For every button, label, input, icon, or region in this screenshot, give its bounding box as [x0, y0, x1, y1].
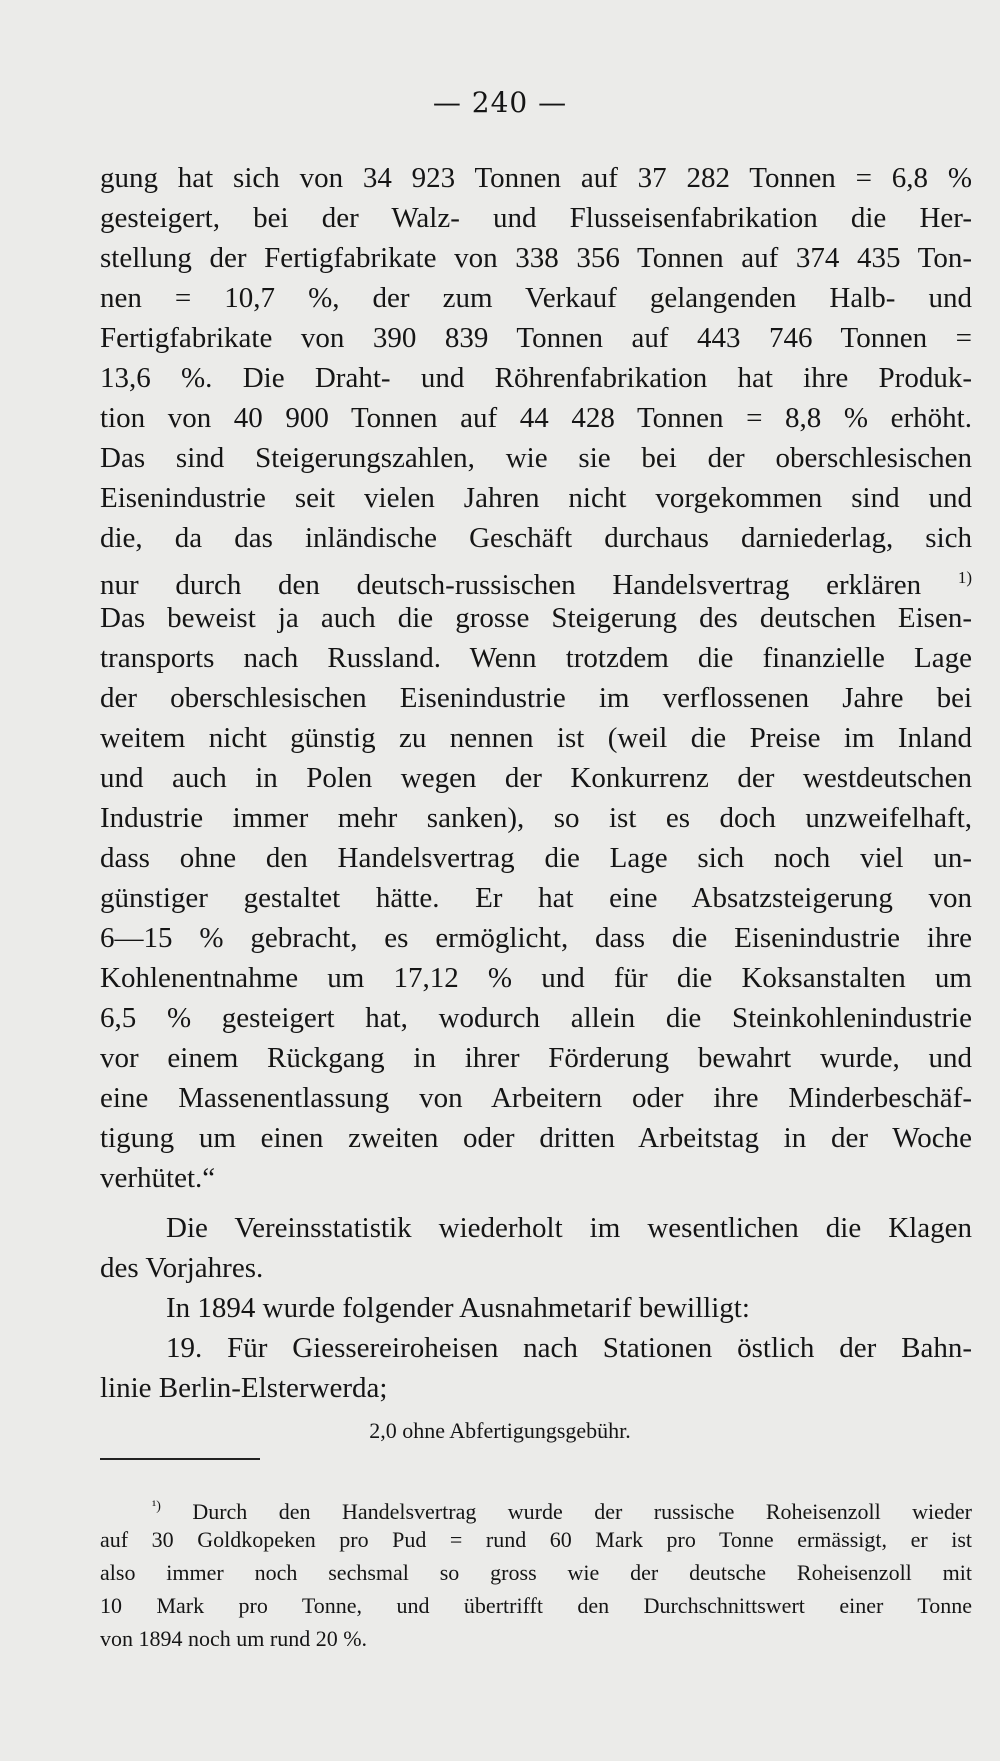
footnote-label: ¹)	[152, 1499, 161, 1514]
text-line: und auch in Polen wegen der Konkurrenz der westdeutschen	[100, 762, 972, 794]
text-line: Das beweist ja auch die grosse Steigerung des deutschen Eisen-	[100, 602, 972, 634]
text-line: 13,6 %. Die Draht- und Röhrenfabrikation hat ihre Produk-	[100, 362, 972, 394]
text-line: gung hat sich von 34 923 Tonnen auf 37 282 Tonnen = 6,8 %	[100, 162, 972, 194]
page-number: — 240 —	[432, 86, 568, 119]
text-line: Fertigfabrikate von 390 839 Tonnen auf 443 746 Tonnen =	[100, 322, 972, 354]
text-line: Das sind Steigerungszahlen, wie sie bei der oberschlesischen	[100, 442, 972, 474]
footnote-text: Durch den Handelsvertrag wurde der russische Roheisenzoll wieder	[192, 1499, 973, 1524]
text-line: gesteigert, bei der Walz- und Flusseisenfabrikation die Her-	[100, 202, 972, 234]
footnote	[100, 1490, 972, 1655]
text-line: Eisenindustrie seit vielen Jahren nicht vorgekommen sind und	[100, 482, 972, 514]
text-line: tigung um einen zweiten oder dritten Arbeitstag in der Woche	[100, 1122, 972, 1154]
main-text	[100, 158, 972, 1408]
text-line: Industrie immer mehr sanken), so ist es doch unzweifelhaft,	[100, 802, 972, 834]
text-line: eine Massenentlassung von Arbeitern oder ihre Minderbeschäf-	[100, 1082, 972, 1114]
text-line: des Vorjahres.	[100, 1252, 264, 1284]
paragraph-vereinsstatistik: Die Vereinsstatistik wiederholt im wesentlichen die Klagen	[166, 1212, 972, 1244]
text-line: weitem nicht günstig zu nennen ist (weil die Preise im Inland	[100, 722, 972, 754]
paragraph-ausnahmetarif: In 1894 wurde folgender Ausnahmetarif bewilligt:	[166, 1292, 750, 1324]
text-line: die, da das inländische Geschäft durchaus darniederlag, sich	[100, 522, 972, 554]
text-line: vor einem Rückgang in ihrer Förderung bewahrt wurde, und	[100, 1042, 972, 1074]
text-line: 6,5 % gesteigert hat, wodurch allein die Steinkohlenindustrie	[100, 1002, 972, 1034]
footnote-divider	[100, 1458, 260, 1460]
text-line: Kohlenentnahme um 17,12 % und für die Koksanstalten um	[100, 962, 972, 994]
footnote-line: von 1894 noch um rund 20 %.	[100, 1626, 368, 1651]
text-line: der oberschlesischen Eisenindustrie im verflossenen Jahre bei	[100, 682, 972, 714]
tariff-note: 2,0 ohne Abfertigungsgebühr.	[369, 1418, 631, 1443]
text-line: transports nach Russland. Wenn trotzdem die finanzielle Lage	[100, 642, 972, 674]
text-line: nen = 10,7 %, der zum Verkauf gelangenden Halb- und	[100, 282, 972, 314]
text-segment: nur durch den deutsch-russischen Handelsvertrag erklären	[100, 569, 922, 601]
text-line: verhütet.“	[100, 1162, 216, 1194]
text-line: günstiger gestaltet hätte. Er hat eine Absatzsteigerung von	[100, 882, 972, 914]
text-line-with-footnote-ref	[100, 558, 973, 601]
text-line: stellung der Fertigfabrikate von 338 356 Tonnen auf 374 435 Ton-	[100, 242, 972, 274]
footnote-line: auf 30 Goldkopeken pro Pud = rund 60 Mark pro Tonne ermässigt, er ist	[100, 1527, 972, 1552]
text-line: tion von 40 900 Tonnen auf 44 428 Tonnen = 8,8 % erhöht.	[100, 402, 972, 434]
tariff-item-19: 19. Für Giessereiroheisen nach Stationen östlich der Bahn-	[166, 1332, 972, 1364]
text-line: linie Berlin-Elsterwerda;	[100, 1372, 388, 1404]
footnote-line: 10 Mark pro Tonne, und übertrifft den Durchschnittswert einer Tonne	[100, 1593, 972, 1618]
footnote-line: also immer noch sechsmal so gross wie der deutsche Roheisenzoll mit	[100, 1560, 972, 1585]
footnote-reference: 1)	[957, 568, 973, 587]
footnote-line	[100, 1490, 972, 1523]
text-line: dass ohne den Handelsvertrag die Lage sich noch viel un-	[100, 842, 972, 874]
text-line: 6—15 % gebracht, es ermöglicht, dass die Eisenindustrie ihre	[100, 922, 972, 954]
